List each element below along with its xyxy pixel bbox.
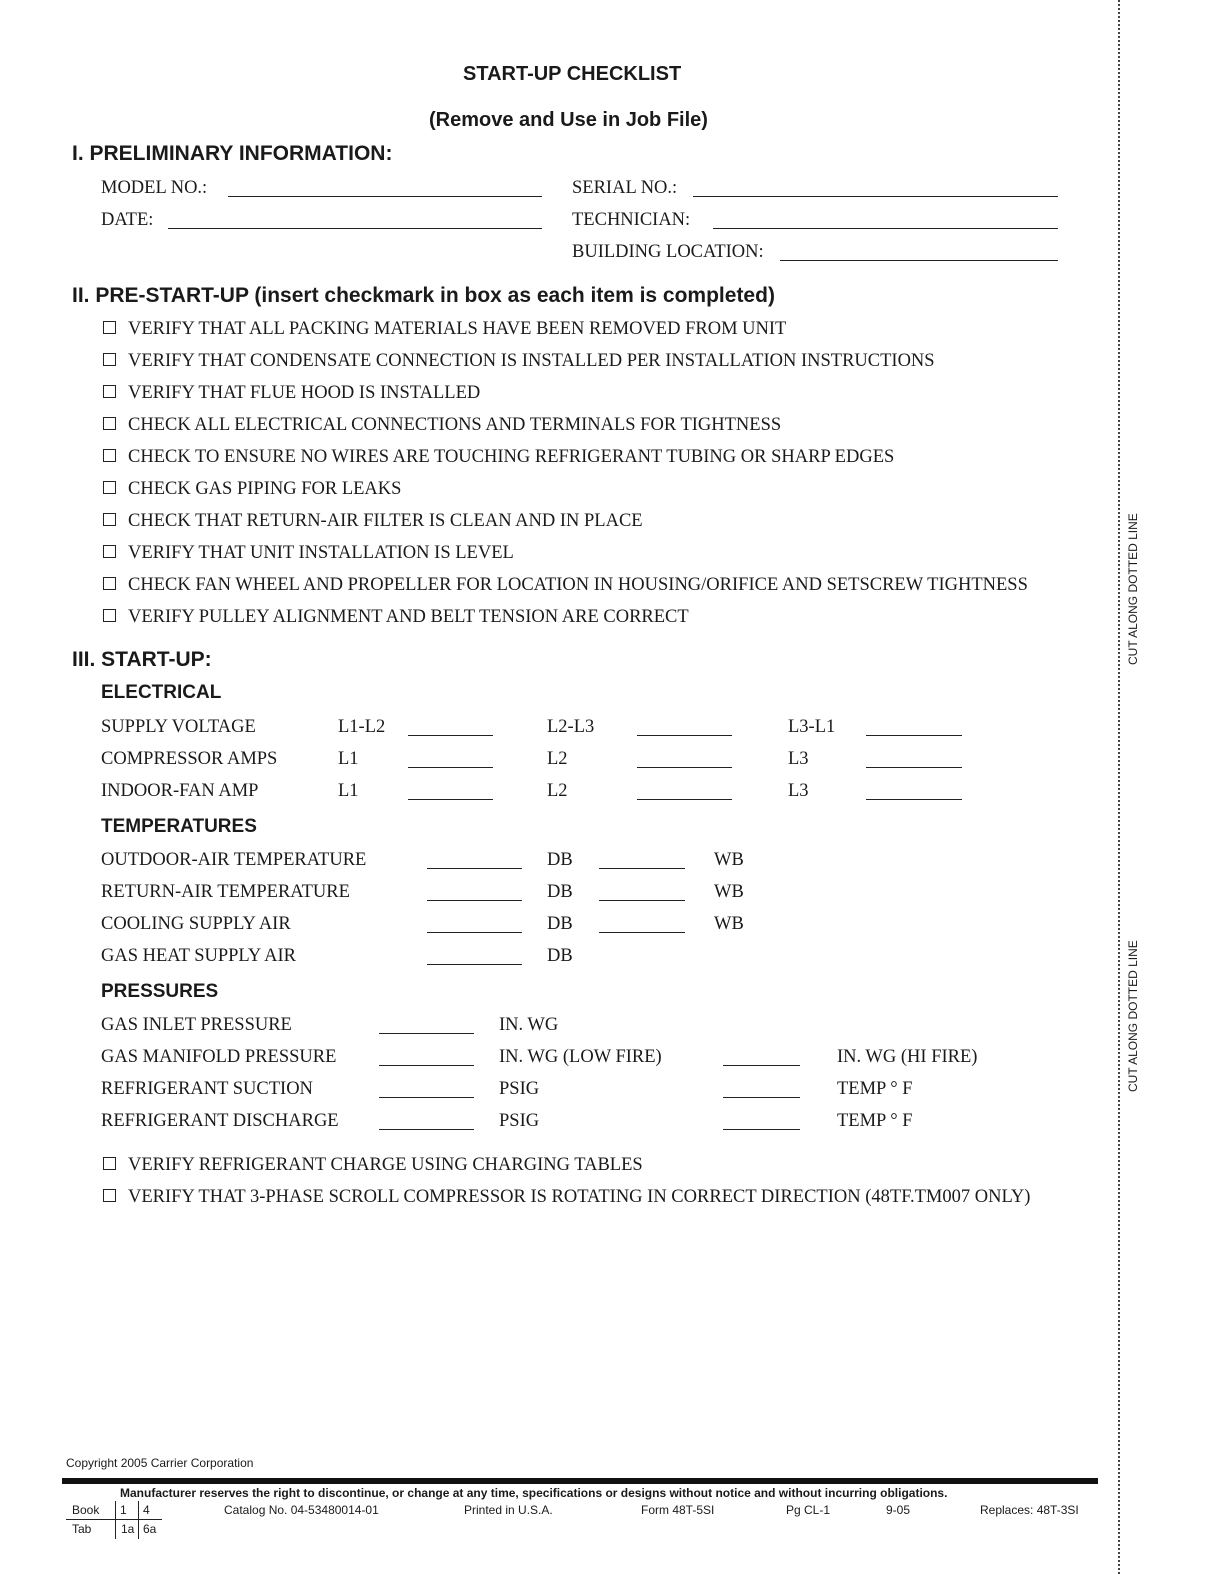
unit-label: IN. WG xyxy=(499,1015,559,1035)
temperature-row-label: GAS HEAT SUPPLY AIR xyxy=(101,946,297,966)
section-3-heading: III. START-UP: xyxy=(72,648,212,671)
checkbox[interactable] xyxy=(103,513,116,526)
model-label: MODEL NO.: xyxy=(101,178,208,198)
phase-label: L2-L3 xyxy=(547,717,595,737)
indoor-fan-amp-l2-field[interactable] xyxy=(637,799,732,800)
checklist-item[interactable]: CHECK ALL ELECTRICAL CONNECTIONS AND TERMINALS FOR TIGHTNESS xyxy=(103,414,781,436)
checkbox[interactable] xyxy=(103,1189,116,1202)
checklist-item[interactable]: VERIFY THAT 3-PHASE SCROLL COMPRESSOR IS ROTATING IN CORRECT DIRECTION (48TF.TM007 ONLY) xyxy=(103,1186,1030,1208)
unit-label: IN. WG (HI FIRE) xyxy=(837,1047,978,1067)
discharge-psig-field[interactable] xyxy=(379,1129,474,1130)
db-label: DB xyxy=(547,850,573,870)
electrical-row-label: SUPPLY VOLTAGE xyxy=(101,717,256,737)
phase-label: L2 xyxy=(547,749,568,769)
wb-label: WB xyxy=(714,850,744,870)
gas-inlet-field[interactable] xyxy=(379,1033,474,1034)
db-label: DB xyxy=(547,914,573,934)
phase-label: L1 xyxy=(338,781,359,801)
footer-rule xyxy=(62,1478,1098,1484)
gas-heat-supply-db-field[interactable] xyxy=(427,964,522,965)
checkbox[interactable] xyxy=(103,545,116,558)
wb-label: WB xyxy=(714,914,744,934)
electrical-heading: ELECTRICAL xyxy=(101,682,222,703)
temperature-row-label: RETURN-AIR TEMPERATURE xyxy=(101,882,350,902)
checklist-item[interactable]: VERIFY THAT CONDENSATE CONNECTION IS INSTALLED PER INSTALLATION INSTRUCTIONS xyxy=(103,350,935,372)
unit-label: PSIG xyxy=(499,1111,540,1131)
checkbox[interactable] xyxy=(103,449,116,462)
serial-field[interactable] xyxy=(693,196,1058,197)
phase-label: L2 xyxy=(547,781,568,801)
page-number: Pg CL-1 xyxy=(786,1503,831,1517)
return-air-wb-field[interactable] xyxy=(599,900,685,901)
page-title: START-UP CHECKLIST xyxy=(463,63,682,85)
footer-grid-line xyxy=(115,1501,116,1539)
section-2-heading: II. PRE-START-UP (insert checkmark in box as each item is completed) xyxy=(72,284,775,307)
phase-label: L3-L1 xyxy=(788,717,836,737)
cut-line xyxy=(1118,0,1120,1574)
catalog-number: Catalog No. 04-53480014-01 xyxy=(224,1503,379,1517)
compressor-amps-l3-field[interactable] xyxy=(866,767,962,768)
phase-label: L1-L2 xyxy=(338,717,386,737)
compressor-amps-l2-field[interactable] xyxy=(637,767,732,768)
gas-manifold-low-field[interactable] xyxy=(379,1065,474,1066)
checkbox[interactable] xyxy=(103,353,116,366)
tab-number: 6a xyxy=(143,1522,157,1536)
checkbox[interactable] xyxy=(103,417,116,430)
discharge-temp-field[interactable] xyxy=(723,1129,800,1130)
checklist-item[interactable]: VERIFY PULLEY ALIGNMENT AND BELT TENSION ARE CORRECT xyxy=(103,606,689,628)
footer-grid-line xyxy=(66,1519,162,1520)
checkbox[interactable] xyxy=(103,577,116,590)
form-date: 9-05 xyxy=(886,1503,911,1517)
unit-label: TEMP ° F xyxy=(837,1111,913,1131)
footer-grid-line xyxy=(138,1501,139,1539)
checkbox[interactable] xyxy=(103,321,116,334)
electrical-row-label: COMPRESSOR AMPS xyxy=(101,749,278,769)
temperature-row-label: OUTDOOR-AIR TEMPERATURE xyxy=(101,850,367,870)
date-label: DATE: xyxy=(101,210,154,230)
date-field[interactable] xyxy=(168,228,542,229)
model-field[interactable] xyxy=(228,196,542,197)
cooling-supply-wb-field[interactable] xyxy=(599,932,685,933)
checklist-item[interactable]: CHECK FAN WHEEL AND PROPELLER FOR LOCATION IN HOUSING/ORIFICE AND SETSCREW TIGHTNESS xyxy=(103,574,1028,596)
outdoor-air-wb-field[interactable] xyxy=(599,868,685,869)
section-1-heading: I. PRELIMINARY INFORMATION: xyxy=(72,142,393,165)
unit-label: IN. WG (LOW FIRE) xyxy=(499,1047,662,1067)
building-field[interactable] xyxy=(780,260,1058,261)
book-number: 4 xyxy=(143,1503,150,1517)
unit-label: TEMP ° F xyxy=(837,1079,913,1099)
pressure-row-label: GAS INLET PRESSURE xyxy=(101,1015,292,1035)
checklist-item[interactable]: VERIFY THAT ALL PACKING MATERIALS HAVE BEEN REMOVED FROM UNIT xyxy=(103,318,786,340)
db-label: DB xyxy=(547,946,573,966)
technician-field[interactable] xyxy=(713,228,1058,229)
printed-in: Printed in U.S.A. xyxy=(464,1503,553,1517)
outdoor-air-db-field[interactable] xyxy=(427,868,522,869)
pressure-row-label: REFRIGERANT SUCTION xyxy=(101,1079,313,1099)
temperature-row-label: COOLING SUPPLY AIR xyxy=(101,914,291,934)
copyright: Copyright 2005 Carrier Corporation xyxy=(66,1456,254,1470)
supply-voltage-l2l3-field[interactable] xyxy=(637,735,732,736)
checklist-item[interactable]: CHECK TO ENSURE NO WIRES ARE TOUCHING REFRIGERANT TUBING OR SHARP EDGES xyxy=(103,446,894,468)
suction-psig-field[interactable] xyxy=(379,1097,474,1098)
checkbox[interactable] xyxy=(103,1157,116,1170)
checkbox[interactable] xyxy=(103,609,116,622)
cut-label: CUT ALONG DOTTED LINE xyxy=(1126,513,1140,665)
phase-label: L3 xyxy=(788,749,809,769)
temperatures-heading: TEMPERATURES xyxy=(101,816,257,837)
replaces: Replaces: 48T-3SI xyxy=(980,1503,1079,1517)
checklist-item[interactable]: CHECK THAT RETURN-AIR FILTER IS CLEAN AND IN PLACE xyxy=(103,510,643,532)
checklist-item[interactable]: VERIFY REFRIGERANT CHARGE USING CHARGING TABLES xyxy=(103,1154,643,1176)
page-subtitle: (Remove and Use in Job File) xyxy=(429,109,708,131)
form-number: Form 48T-5SI xyxy=(641,1503,715,1517)
tab-label: Tab xyxy=(72,1522,92,1536)
checklist-item[interactable]: VERIFY THAT UNIT INSTALLATION IS LEVEL xyxy=(103,542,514,564)
electrical-row-label: INDOOR-FAN AMP xyxy=(101,781,259,801)
technician-label: TECHNICIAN: xyxy=(572,210,691,230)
unit-label: PSIG xyxy=(499,1079,540,1099)
phase-label: L3 xyxy=(788,781,809,801)
compressor-amps-l1-field[interactable] xyxy=(408,767,493,768)
cut-label: CUT ALONG DOTTED LINE xyxy=(1126,940,1140,1092)
building-label: BUILDING LOCATION: xyxy=(572,242,764,262)
indoor-fan-amp-l1-field[interactable] xyxy=(408,799,493,800)
pressures-heading: PRESSURES xyxy=(101,981,219,1002)
supply-voltage-l3l1-field[interactable] xyxy=(866,735,962,736)
checklist-item[interactable]: VERIFY THAT FLUE HOOD IS INSTALLED xyxy=(103,382,480,404)
pressure-row-label: GAS MANIFOLD PRESSURE xyxy=(101,1047,337,1067)
suction-temp-field[interactable] xyxy=(723,1097,800,1098)
indoor-fan-amp-l3-field[interactable] xyxy=(866,799,962,800)
gas-manifold-high-field[interactable] xyxy=(723,1065,800,1066)
phase-label: L1 xyxy=(338,749,359,769)
checklist-item[interactable]: CHECK GAS PIPING FOR LEAKS xyxy=(103,478,401,500)
tab-number: 1a xyxy=(121,1522,135,1536)
cooling-supply-db-field[interactable] xyxy=(427,932,522,933)
checkbox[interactable] xyxy=(103,385,116,398)
book-number: 1 xyxy=(120,1503,127,1517)
supply-voltage-l1l2-field[interactable] xyxy=(408,735,493,736)
book-label: Book xyxy=(72,1503,100,1517)
disclaimer: Manufacturer reserves the right to discontinue, or change at any time, specifications or designs without notice and without incurring obligations. xyxy=(120,1486,948,1500)
wb-label: WB xyxy=(714,882,744,902)
return-air-db-field[interactable] xyxy=(427,900,522,901)
db-label: DB xyxy=(547,882,573,902)
serial-label: SERIAL NO.: xyxy=(572,178,678,198)
pressure-row-label: REFRIGERANT DISCHARGE xyxy=(101,1111,339,1131)
checkbox[interactable] xyxy=(103,481,116,494)
